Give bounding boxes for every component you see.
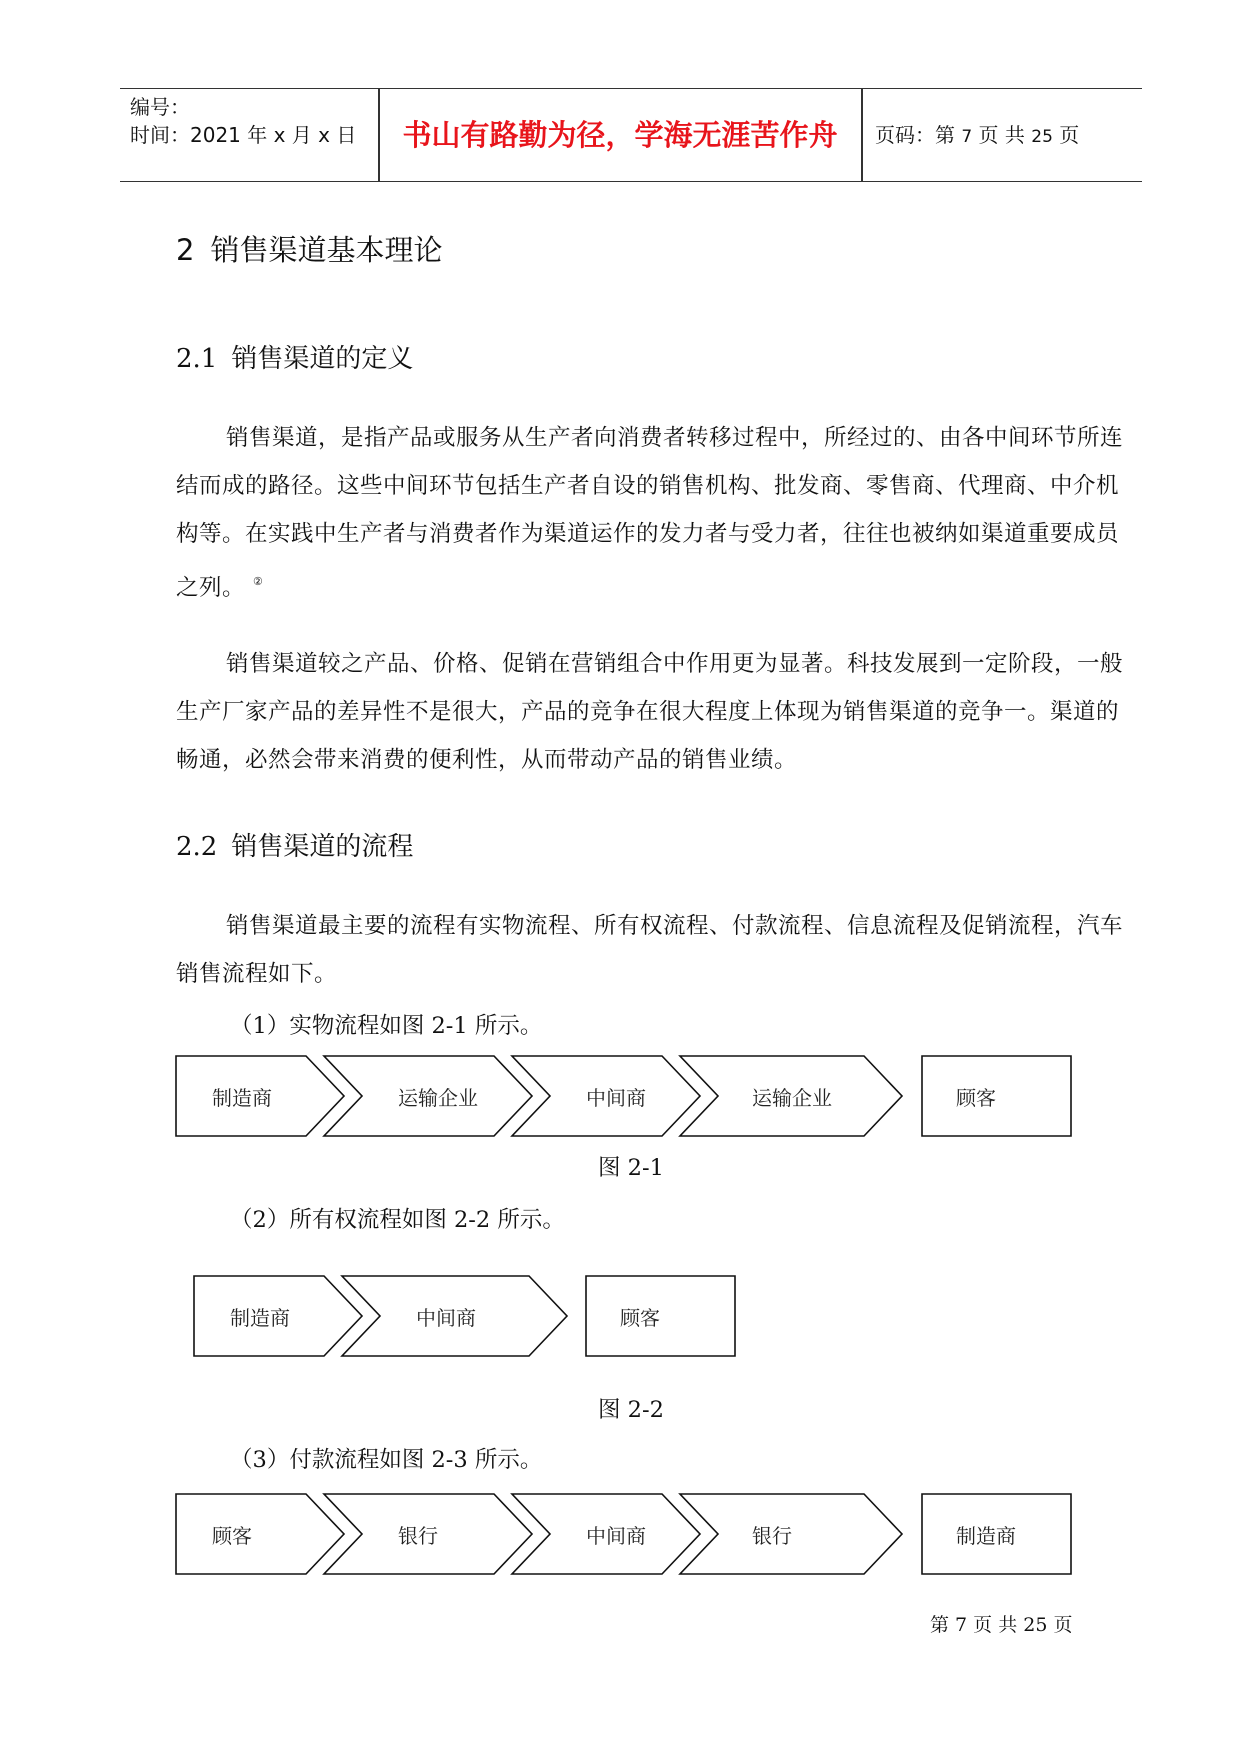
header-divider [861,89,863,181]
flow-node-label: 制造商 [212,1086,272,1110]
flow-chevron [176,1494,344,1574]
header-page-suffix: 页 [1059,123,1080,147]
chapter-number: 2 [176,233,195,267]
header-motto: 书山有路勤为径，学海无涯苦作舟 [402,118,838,152]
header-meta [130,89,385,181]
flow-node-label: 银行 [398,1524,438,1548]
figure-caption: 图 2-2 [598,1397,664,1423]
header-page-mid: 页 共 [978,123,1025,147]
section-heading [176,826,413,863]
paragraph-text: 销售渠道最主要的流程有实物流程、所有权流程、付款流程、信息流程及促销流程，汽车销售流程如下。 [176,913,1124,987]
header-page-total: 25 [1031,127,1053,147]
paragraph-text: 销售渠道，是指产品或服务从生产者向消费者转移过程中，所经过的、由各中间环节所连结而成的路径。这些中间环节包括生产者自设的销售机构、批发商、零售商、代理商、中介机构等。在实践中生产者与消费者作为渠道运作的发力者与受力者，往往也被纳如渠道重要成员之列。 [176,425,1124,601]
chapter-heading [176,228,442,269]
header-page-info [875,89,1079,181]
page-footer: 第 7 页 共 25 页 [930,1614,1073,1636]
section-title: 销售渠道的流程 [231,832,414,862]
flow-intro: （3）付款流程如图 2-3 所示。 [230,1447,543,1473]
flow-node-label: 制造商 [230,1306,290,1330]
flow-node-label: 顾客 [620,1306,660,1330]
header-page-current: 7 [961,127,973,147]
flow-node-label: 制造商 [956,1524,1016,1548]
paragraph-text: 销售渠道较之产品、价格、促销在营销组合中作用更为显著。科技发展到一定阶段，一般生产厂家产品的差异性不是很大，产品的竞争在很大程度上体现为销售渠道的竞争一。渠道的畅通，必然会带来消费的便利性，从而带动产品的销售业绩。 [176,651,1124,773]
section-number: 2.2 [176,832,218,862]
flow-intro: （1）实物流程如图 2-1 所示。 [230,1013,543,1039]
paragraph [176,640,1136,784]
section-heading [176,338,413,375]
paragraph [176,902,1136,998]
flow-intro: （2）所有权流程如图 2-2 所示。 [230,1207,565,1233]
header-time-label: 时间：2021 年 x 月 x 日 [130,123,357,147]
flow-node-label: 运输企业 [752,1086,832,1110]
flow-node-label: 运输企业 [398,1086,478,1110]
figure-caption: 图 2-1 [598,1155,664,1181]
flow-node-label: 中间商 [586,1524,646,1548]
flow-node-label: 中间商 [586,1086,646,1110]
section-number: 2.1 [176,344,218,374]
flow-end-box [922,1056,1071,1136]
chapter-title: 销售渠道基本理论 [210,233,443,267]
flow-node-label: 顾客 [956,1086,996,1110]
header-page-prefix: 页码：第 [875,123,955,147]
page-header [120,88,1142,182]
header-number-label: 编号： [130,95,190,119]
flow-node-label: 顾客 [212,1524,252,1548]
flow-node-label: 中间商 [416,1306,476,1330]
section-title: 销售渠道的定义 [231,344,414,374]
flow-node-label: 银行 [752,1524,792,1548]
footnote-ref: ② [253,575,264,588]
paragraph [176,414,1136,612]
flow-end-box [586,1276,735,1356]
